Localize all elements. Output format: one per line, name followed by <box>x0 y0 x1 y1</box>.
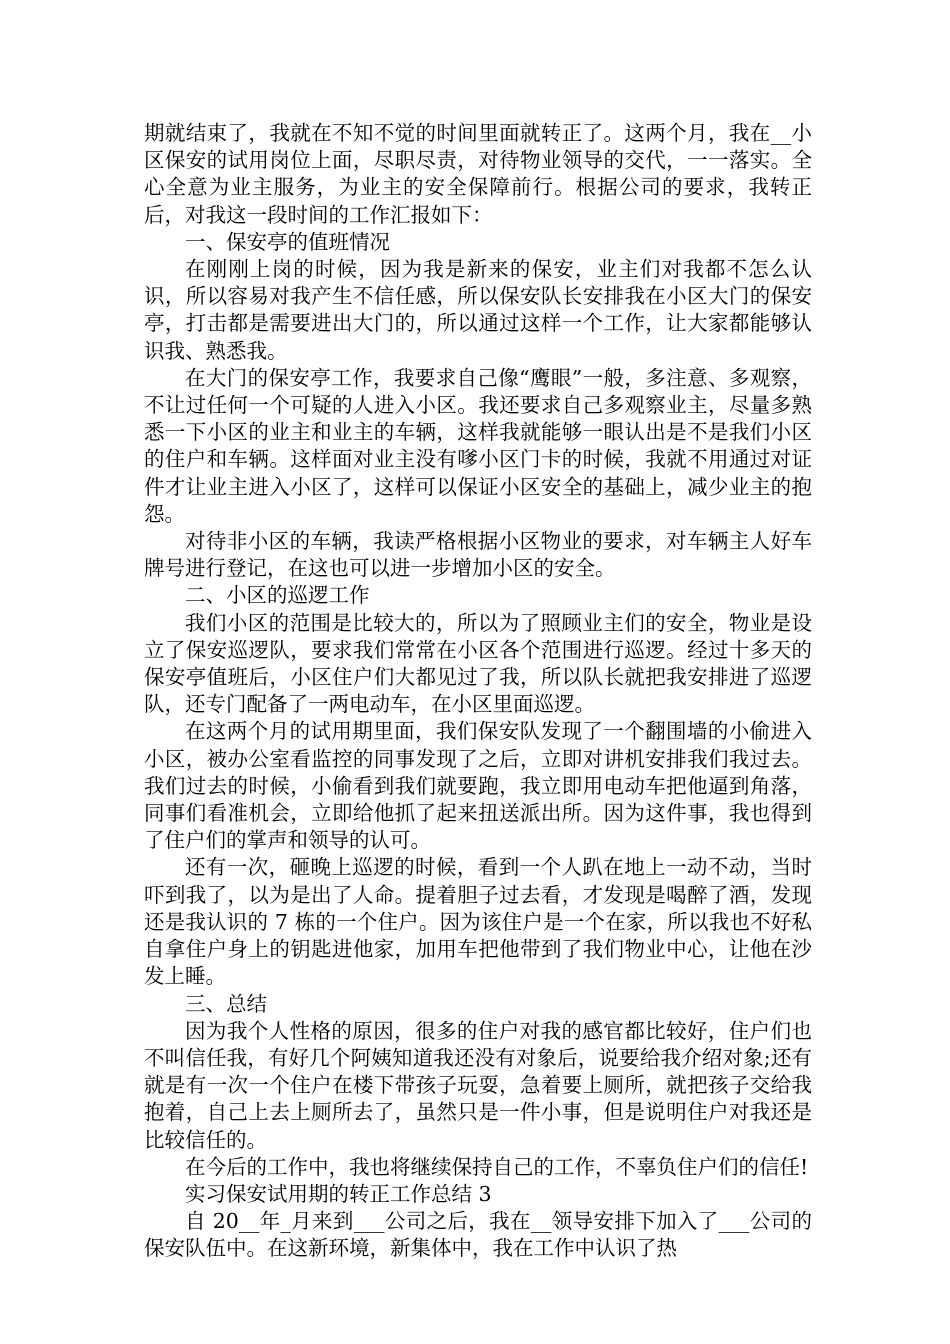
paragraph: 在这两个月的试用期里面，我们保安队发现了一个翻围墙的小偷进入小区，被办公室看监控的同事发现了之后，立即对讲机安排我们我过去。我们过去的时候，小偷看到我们就要跑，我立即用电动车把他逼到角落，同事们看准机会，立即给他抓了起来扭送派出所。因为这件事，我也得到了住户们的掌声和领导的认可。 <box>144 719 812 853</box>
paragraph: 对待非小区的车辆，我读严格根据小区物业的要求，对车辆主人好车牌号进行登记，在这也可以进一步增加小区的安全。 <box>144 529 812 581</box>
paragraph-intro: 期就结束了，我就在不知不觉的时间里面就转正了。这两个月，我在__小区保安的试用岗位上面，尽职尽责，对待物业领导的交代，一一落实。全心全意为业主服务，为业主的安全保障前行。根据公司的要求，我转正后，对我这一段时间的工作汇报如下： <box>144 121 812 227</box>
section-heading-2: 二、小区的巡逻工作 <box>185 583 370 608</box>
paragraph: 因为我个人性格的原因，很多的住户对我的感官都比较好，住户们也不叫信任我，有好几个阿姨知道我还没有对象后，说要给我介绍对象;还有就是有一次一个住户在楼下带孩子玩耍，急着要上厕所，就把孩子交给我抱着，自己上去上厕所去了，虽然只是一件小事，但是说明住户对我还是比较信任的。 <box>144 1018 812 1152</box>
document-body <box>144 120 812 1263</box>
paragraph: 在刚刚上岗的时候，因为我是新来的保安，业主们对我都不怎么认识，所以容易对我产生不信任感，所以保安队长安排我在小区大门的保安亭，打击都是需要进出大门的，所以通过这样一个工作，让大家都能够认识我、熟悉我。 <box>144 257 812 363</box>
paragraph: 在今后的工作中，我也将继续保持自己的工作，不辜负住户们的信任! <box>185 1154 809 1179</box>
paragraph: 自 20__年_月来到___公司之后，我在__领导安排下加入了___公司的保安队伍中。在这新环境，新集体中，我在工作中认识了热 <box>144 1209 812 1261</box>
section-heading-1: 一、保安亭的值班情况 <box>185 229 390 254</box>
document-title-3: 实习保安试用期的转正工作总结 3 <box>185 1181 492 1206</box>
paragraph: 在大门的保安亭工作，我要求自己像“鹰眼”一般，多注意、多观察，不让过任何一个可疑的人进入小区。我还要求自己多观察业主，尽量多熟悉一下小区的业主和业主的车辆，这样我就能够一眼认出是不是我们小区的住户和车辆。这样面对业主没有嗲小区门卡的时候，我就不用通过对证件才让业主进入小区了，这样可以保证小区安全的基础上，减少业主的抱怨。 <box>144 365 812 526</box>
paragraph: 还有一次，砸晚上巡逻的时候，看到一个人趴在地上一动不动，当时吓到我了，以为是出了人命。提着胆子过去看，才发现是喝醉了酒，发现还是我认识的 7 栋的一个住户。因为该住户是一个在家，所以我也不好私自拿住户身上的钥匙进他家，加用车把他带到了我们物业中心，让他在沙发上睡。 <box>144 855 812 989</box>
paragraph: 我们小区的范围是比较大的，所以为了照顾业主们的安全，物业是设立了保安巡逻队，要求我们常常在小区各个范围进行巡逻。经过十多天的保安亭值班后，小区住户们大都见过了我，所以队长就把我安排进了巡逻队，还专门配备了一两电动车，在小区里面巡逻。 <box>144 610 812 717</box>
section-heading-3: 三、总结 <box>185 991 267 1016</box>
